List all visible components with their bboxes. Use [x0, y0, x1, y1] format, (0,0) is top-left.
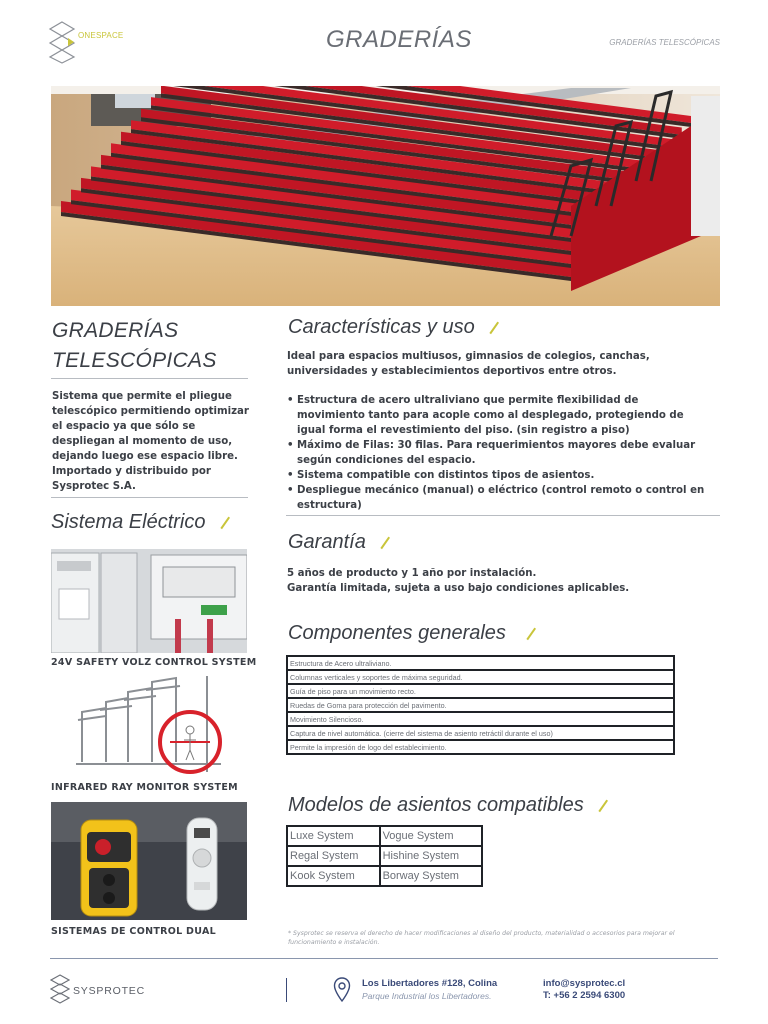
page-title: GRADERÍAS — [326, 26, 472, 53]
table-cell: Permite la impresión de logo del establecimiento. — [287, 740, 674, 754]
footer-separator — [286, 978, 287, 1002]
table-row — [287, 698, 674, 712]
dual-control-photo — [51, 802, 247, 920]
table-cell: Guía de piso para un movimiento recto. — [287, 684, 674, 698]
models-table — [286, 825, 483, 887]
accent-slash-icon — [526, 628, 535, 640]
features-list — [287, 393, 707, 513]
list-item: • Máximo de Filas: 30 filas. Para requerimientos mayores debe evaluar según condiciones del espacio. — [287, 438, 707, 468]
brand-name — [78, 31, 123, 40]
product-title — [52, 316, 217, 376]
table-cell: Borway System — [380, 866, 482, 886]
electric-heading — [51, 511, 232, 534]
accent-slash-icon — [598, 800, 607, 812]
list-item: • Estructura de acero ultraliviano que permite flexibilidad de movimiento tanto para acople como al desplegado, protegiendo de igual forma el revestimiento del piso. (sin registro a piso) — [287, 393, 707, 438]
table-row — [287, 846, 482, 866]
volz-control-panel-photo — [51, 549, 247, 653]
footer-address-detail: Parque Industrial los Libertadores. — [362, 991, 492, 1001]
table-row — [287, 826, 482, 846]
table-cell: Captura de nivel automática. (cierre del sistema de asiento retráctil durante el uso) — [287, 726, 674, 740]
footer-phone: T: +56 2 2594 6300 — [543, 990, 626, 1001]
table-cell: Columnas verticales y soportes de máxima seguridad. — [287, 670, 674, 684]
table-cell: Luxe System — [287, 826, 380, 846]
components-heading-text: Componentes generales — [288, 622, 506, 644]
components-table — [286, 655, 675, 755]
header-subtitle: GRADERÍAS TELESCÓPICAS — [609, 38, 720, 47]
models-heading — [288, 794, 610, 817]
disclaimer: * Sysprotec se reserva el derecho de hacer modificaciones al diseño del producto, materialidad o accesorios para mejorar el funcionamiento e instalación. — [288, 930, 675, 946]
brand-one: ONE — [78, 31, 96, 40]
footer-brand: SYSPROTEC — [73, 985, 145, 997]
footer-address: Los Libertadores #128, Colina — [362, 978, 498, 989]
product-title-line2: TELESCÓPICAS — [52, 349, 217, 372]
table-cell: Vogue System — [380, 826, 482, 846]
features-heading — [288, 316, 501, 339]
warranty-heading — [288, 531, 392, 554]
table-row — [287, 656, 674, 670]
onespace-logo-icon — [48, 20, 76, 68]
table-cell: Hishine System — [380, 846, 482, 866]
warranty-text — [287, 566, 707, 596]
table-cell: Movimiento Silencioso. — [287, 712, 674, 726]
table-row — [287, 670, 674, 684]
table-cell: Estructura de Acero ultraliviano. — [287, 656, 674, 670]
table-cell: Regal System — [287, 846, 380, 866]
components-heading — [288, 622, 538, 645]
warranty-line1: 5 años de producto y 1 año por instalación. — [287, 568, 537, 579]
accent-slash-icon — [380, 537, 389, 549]
list-item: • Sistema compatible con distintos tipos de asientos. — [287, 468, 707, 483]
table-row — [287, 726, 674, 740]
list-item: • Despliegue mecánico (manual) o eléctrico (control remoto o control en estructura) — [287, 483, 707, 513]
divider — [51, 378, 248, 379]
table-cell: Ruedas de Goma para protección del pavimento. — [287, 698, 674, 712]
caption-infrared: INFRARED RAY MONITOR SYSTEM — [51, 782, 238, 793]
divider — [51, 497, 248, 498]
product-title-line1: GRADERÍAS — [52, 319, 179, 342]
table-row — [287, 684, 674, 698]
bleachers-photo — [51, 86, 720, 306]
models-heading-text: Modelos de asientos compatibles — [288, 794, 584, 816]
brand-space: SPACE — [95, 31, 124, 40]
table-row — [287, 866, 482, 886]
accent-slash-icon — [220, 517, 229, 529]
accent-slash-icon — [489, 322, 498, 334]
features-intro: Ideal para espacios multiusos, gimnasios de colegios, canchas, universidades y establecimientos deportivos entre otros. — [287, 351, 650, 377]
table-cell: Kook System — [287, 866, 380, 886]
caption-volz: 24V SAFETY VOLZ CONTROL SYSTEM — [51, 657, 257, 668]
electric-heading-text: Sistema Eléctrico — [51, 511, 206, 533]
table-row — [287, 740, 674, 754]
product-description: Sistema que permite el pliegue telescópico permitiendo optimizar el espacio ya que sólo se despliegan al momento de uso, dejando luego ese espacio libre. Importado y distribuido por Sysprotec S.A. — [52, 391, 249, 492]
features-heading-text: Características y uso — [288, 316, 475, 338]
footer-divider — [50, 958, 718, 959]
warranty-line2: Garantía limitada, sujeta a uso bajo condiciones aplicables. — [287, 583, 630, 594]
sysprotec-logo-icon — [50, 974, 70, 1008]
divider — [286, 515, 720, 516]
warranty-heading-text: Garantía — [288, 531, 366, 553]
caption-dual: SISTEMAS DE CONTROL DUAL — [51, 926, 216, 937]
table-row — [287, 712, 674, 726]
footer-email[interactable]: info@sysprotec.cl — [543, 978, 626, 989]
infrared-diagram-icon — [76, 672, 226, 776]
location-pin-icon — [333, 977, 351, 1007]
